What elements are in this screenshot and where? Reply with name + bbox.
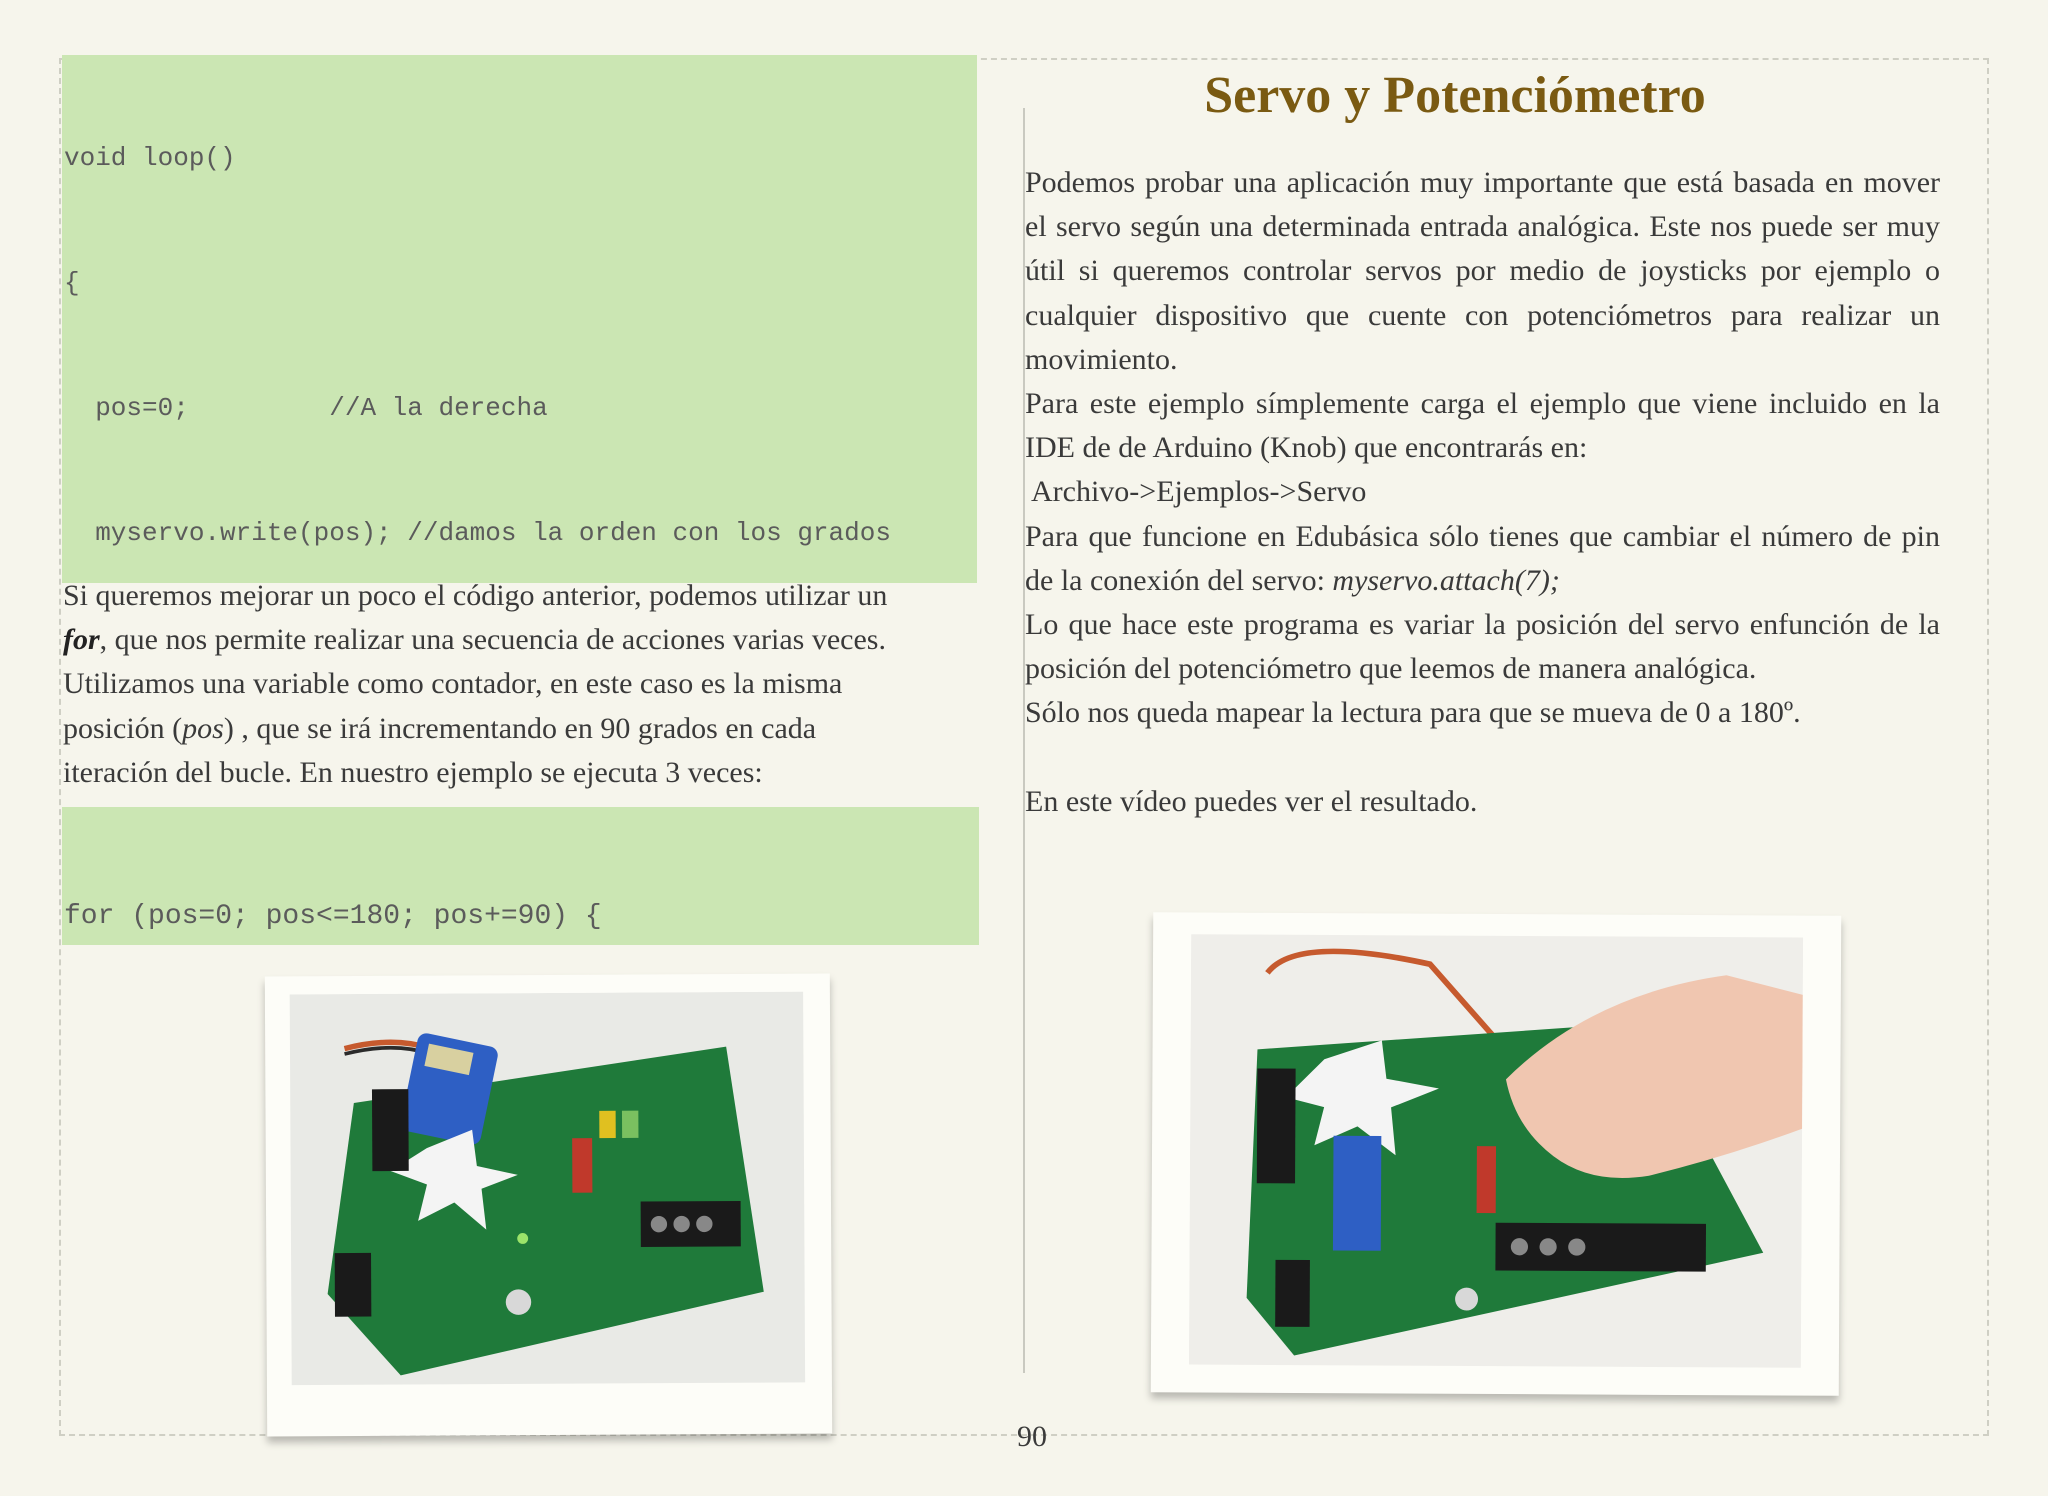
- page-number: 90: [1017, 1420, 1047, 1453]
- servo-potentiometer-text: [1025, 161, 1940, 824]
- paragraph: Podemos probar una aplicación muy importante que está basada en mover el servo según una determinada entrada analógica. Este nos puede ser muy útil si queremos controlar servos por medio de joysticks por ejemplo o cualquier dispositivo que cuente con potenciómetros para realizar un movimiento.: [1025, 166, 1940, 376]
- code-inline: myservo.attach(7);: [1332, 563, 1560, 597]
- code-line: for (pos=0; pos<=180; pos+=90) {: [64, 901, 602, 932]
- code-block-loop: [62, 55, 977, 583]
- paragraph: [1025, 515, 1940, 603]
- code-line: myservo.write(pos); //damos la orden con los grados: [64, 517, 891, 548]
- text-span: ) , que se irá incrementando en 90 grados en cada: [223, 711, 817, 745]
- paragraph: Para este ejemplo símplemente carga el ejemplo que viene incluido en la IDE de de Arduino (Knob) que encontrarás en:: [1025, 387, 1940, 465]
- potentiometer-board-photo: [1151, 912, 1842, 1396]
- paragraph: Sólo nos queda mapear la lectura para que se mueva de 0 a 180º.: [1025, 696, 1801, 730]
- spacer: [1025, 736, 1940, 780]
- pcb-hand-illustration: [1189, 924, 1803, 1377]
- section-title: Servo y Potenciómetro: [1204, 67, 1706, 124]
- text-span: posición (: [63, 711, 183, 745]
- pcb-servo-illustration: [269, 992, 826, 1413]
- menu-path: Archivo->Ejemplos->Servo: [1031, 475, 1367, 509]
- paragraph-line: [63, 574, 975, 618]
- variable-pos: pos: [182, 711, 224, 745]
- text-span: Si queremos mejorar un poco el código anterior, podemos utilizar un: [63, 579, 888, 612]
- keyword-for: for: [63, 623, 100, 657]
- paragraph-line: iteración del bucle. En nuestro ejemplo se ejecuta 3 veces:: [63, 755, 763, 789]
- for-loop-explanation: [63, 574, 975, 795]
- paragraph: Lo que hace este programa es variar la posición del servo enfunción de la posición del potenciómetro que leemos de manera analógica.: [1025, 608, 1940, 686]
- paragraph-line: Utilizamos una variable como contador, en este caso es la misma: [63, 667, 843, 701]
- paragraph-line: [63, 618, 975, 662]
- code-line: pos=0; //A la derecha: [64, 392, 548, 423]
- paragraph: En este vídeo puedes ver el resultado.: [1025, 784, 1478, 818]
- code-line: void loop(): [64, 143, 236, 174]
- servo-board-photo: [265, 974, 832, 1437]
- paragraph-line: [63, 707, 975, 751]
- code-line: {: [64, 267, 80, 298]
- text-span: , que nos permite realizar una secuencia de acciones varias veces.: [99, 623, 886, 657]
- code-block-for: [62, 807, 979, 945]
- text-span: Para que funcione en Edubásica sólo tienes que cambiar el número de pin de la conexión del servo:: [1025, 519, 1940, 597]
